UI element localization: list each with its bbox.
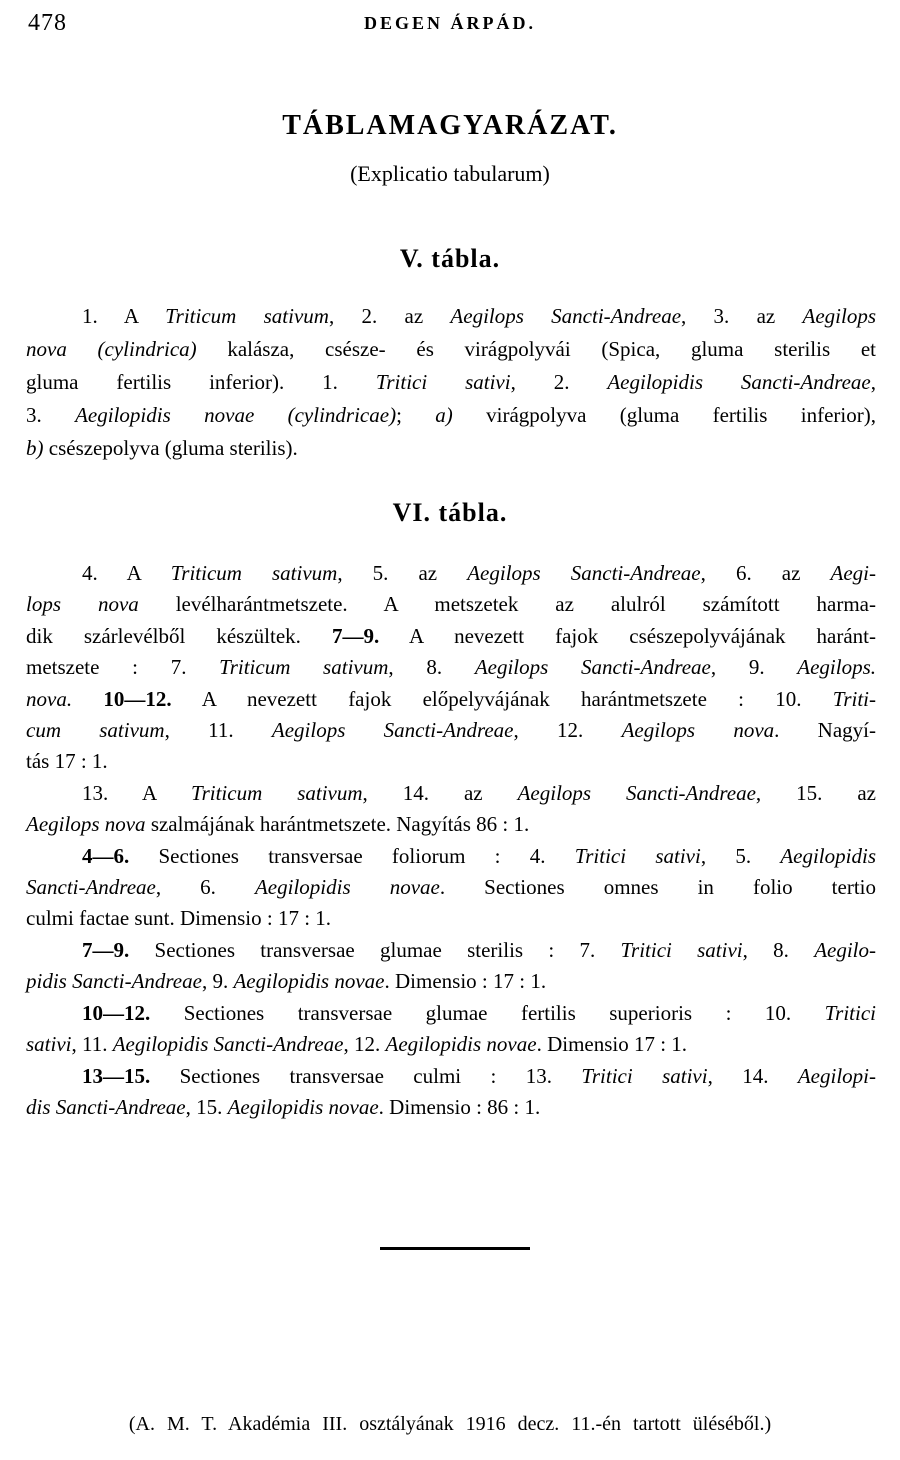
text-segment: , [870, 370, 876, 394]
text-segment: cum sativum [26, 718, 165, 743]
text-segment: 4—6. [82, 843, 130, 868]
text-segment: levélharántmetszete. A metszetek az alulról számított harma- [138, 592, 876, 617]
text-segment: 13. A [82, 780, 192, 805]
text-line [26, 432, 876, 465]
text-segment: Aegilops Sancti-Andreae [474, 655, 711, 680]
text-segment: csészepolyva (gluma sterilis). [43, 436, 298, 460]
text-line [26, 366, 876, 399]
text-segment: Aegilops nova [621, 718, 775, 743]
text-segment: 7—9. [331, 623, 380, 648]
text-line [26, 399, 876, 432]
text-segment: Sectiones transversae culmi : 13. [150, 1063, 582, 1088]
text-segment: Aegilo- [814, 937, 876, 962]
text-segment: Aegilopidis novae (cylindricae) [75, 403, 397, 427]
text-segment: Tritici sativi [375, 370, 511, 394]
text-segment: 10—12. [103, 686, 172, 711]
text-segment: virágpolyva (gluma fertilis inferior), [452, 403, 876, 427]
text-segment: , 8. [742, 937, 815, 962]
text-line [26, 300, 876, 333]
text-segment: Tritici sativi [620, 937, 743, 962]
text-segment: Aegilopidis novae [227, 1094, 379, 1119]
text-segment: . Dimensio : 17 : 1. [384, 969, 547, 994]
text-segment: , 12. [343, 1032, 386, 1057]
section-heading-v-tabla: V. tábla. [399, 244, 501, 273]
text-segment: , 12. [513, 718, 622, 743]
text-segment: A nevezett fajok előpelyvájának harántmetszete : 10. [171, 686, 833, 711]
text-line [26, 333, 876, 366]
text-segment: . Dimensio : 86 : 1. [378, 1094, 541, 1119]
text-segment: Aegilopidis Sancti-Andreae [607, 370, 871, 394]
text-segment: Aegilopidis [780, 843, 876, 868]
text-segment: Aegilopidis novae [385, 1032, 537, 1057]
page-header [0, 10, 900, 40]
text-segment: , 5. [700, 843, 781, 868]
text-line [26, 589, 876, 620]
text-line [26, 1061, 876, 1092]
text-segment: 3. [26, 403, 76, 427]
divider-rule [380, 1247, 530, 1250]
section-v-text [26, 300, 876, 465]
text-segment: culmi factae sunt. Dimensio : 17 : 1. [26, 906, 332, 931]
text-line [26, 809, 876, 840]
text-segment: , 15. [185, 1094, 228, 1119]
text-segment: 13—15. [82, 1063, 151, 1088]
text-segment: Sectiones transversae foliorum : 4. [129, 843, 575, 868]
text-segment: , 11. [164, 718, 272, 743]
text-segment: , 3. az [681, 304, 803, 328]
text-segment: a) [435, 403, 453, 427]
text-segment: tás 17 : 1. [26, 749, 108, 774]
text-segment: Aegilops [802, 304, 876, 328]
text-segment: sativi [26, 1032, 72, 1057]
text-segment: gluma fertilis inferior). 1. [26, 370, 376, 394]
text-segment: nova (cylindrica) [26, 337, 197, 361]
text-segment: , 6. [155, 875, 255, 900]
text-segment: Sancti-Andreae [26, 875, 156, 900]
text-segment: Aegilopidis Sancti-Andreae [112, 1032, 344, 1057]
text-segment: 7—9. [82, 937, 130, 962]
text-line [26, 1029, 876, 1060]
text-line [26, 684, 876, 715]
text-segment: Aegilops Sancti-Andreae [450, 304, 682, 328]
text-segment: , 2. [510, 370, 608, 394]
text-segment: Aegilops nova [26, 812, 146, 837]
text-segment: 4. A [82, 561, 171, 585]
text-segment: , 5. az [337, 561, 468, 585]
text-line [26, 778, 876, 809]
text-segment: . Dimensio 17 : 1. [536, 1032, 688, 1057]
text-segment: pidis Sancti-Andreae [26, 969, 202, 994]
text-segment: Triticum sativum [191, 780, 363, 805]
text-segment: szalmájának harántmetszete. Nagyítás 86 : 1. [145, 812, 530, 837]
text-segment: 1. A [82, 304, 166, 328]
text-line [26, 903, 876, 934]
text-line [26, 621, 876, 652]
text-segment: . Sectiones omnes in folio tertio [439, 875, 877, 900]
text-segment: Tritici [824, 1000, 876, 1025]
running-header: DEGEN ÁRPÁD. [363, 13, 536, 33]
text-segment: , 2. az [328, 304, 451, 328]
text-segment: Aegilops Sancti-Andreae [271, 718, 514, 743]
page-title: TÁBLAMAGYARÁZAT. [282, 110, 618, 141]
text-segment: b) [26, 436, 44, 460]
text-segment: metszete : 7. [26, 655, 220, 680]
text-line [26, 746, 876, 777]
text-line [26, 558, 876, 589]
text-line [26, 715, 876, 746]
text-segment: Aegilops Sancti-Andreae [467, 561, 701, 585]
text-segment: , 8. [388, 655, 475, 680]
text-segment: Aegilopi- [797, 1063, 877, 1088]
text-line [26, 652, 876, 683]
section-vi-text [26, 558, 876, 1123]
text-segment: nova. [26, 686, 73, 711]
page-number: 478 [28, 10, 67, 36]
text-segment: Triticum sativum [170, 561, 338, 585]
text-segment: dik szárlevélből készültek. [26, 623, 332, 648]
page-subtitle: (Explicatio tabularum) [350, 161, 550, 186]
text-line [26, 998, 876, 1029]
text-segment: , 14. [707, 1063, 798, 1088]
text-line [26, 1092, 876, 1123]
text-segment: Aegilopidis novae [254, 875, 440, 900]
text-segment: ; [396, 403, 436, 427]
text-segment: , 9. [201, 969, 234, 994]
text-segment: , 6. az [700, 561, 831, 585]
text-segment: , 15. az [755, 780, 876, 805]
text-line [26, 841, 876, 872]
text-segment: , 9. [710, 655, 798, 680]
text-segment: Aegilopidis novae [233, 969, 385, 994]
text-segment [72, 687, 103, 711]
text-segment: Aegilops. [797, 655, 877, 680]
text-segment: Sectiones transversae glumae fertilis superioris : 10. [150, 1000, 825, 1025]
text-segment: Aegi- [830, 561, 876, 585]
text-segment: , 14. az [362, 780, 518, 805]
text-segment: , 11. [71, 1032, 113, 1057]
footer-note: (A. M. T. Akadémia III. osztályának 1916 decz. 11.-én tartott üléséből.) [128, 1413, 772, 1435]
text-segment: . Nagyí- [774, 718, 876, 743]
text-segment: Aegilops Sancti-Andreae [517, 780, 756, 805]
text-segment: Triticum sativum [165, 304, 329, 328]
text-segment: kalásza, csésze- és virágpolyvái (Spica, gluma sterilis et [196, 337, 876, 361]
text-line [26, 872, 876, 903]
text-line [26, 935, 876, 966]
text-segment: dis Sancti-Andreae [26, 1094, 186, 1119]
text-segment: 10—12. [82, 1000, 151, 1025]
text-line [26, 966, 876, 997]
text-segment: Sectiones transversae glumae sterilis : 7. [129, 937, 621, 962]
text-segment: A nevezett fajok csészepolyvájának haránt- [379, 623, 877, 648]
text-segment: Triti- [832, 686, 876, 711]
section-heading-vi-tabla: VI. tábla. [392, 498, 508, 527]
text-segment: Triticum sativum [219, 655, 389, 680]
text-segment: lops nova [26, 592, 139, 617]
text-segment: Tritici sativi [574, 843, 701, 868]
text-segment: Tritici sativi [581, 1063, 708, 1088]
